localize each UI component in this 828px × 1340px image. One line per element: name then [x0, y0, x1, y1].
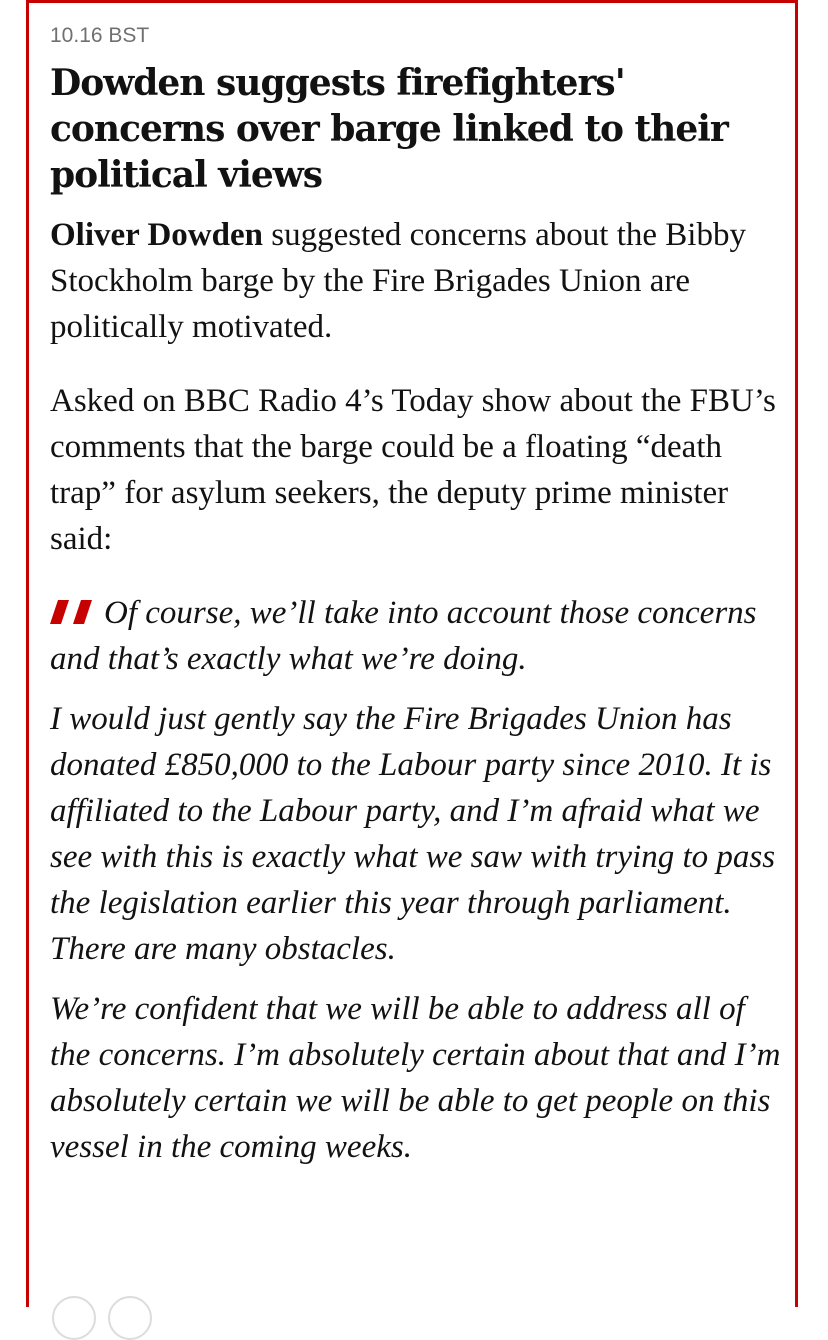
blockquote — [50, 590, 785, 1170]
quote-paragraph — [50, 590, 785, 682]
post-paragraph: Asked on BBC Radio 4’s Today show about the FBU’s comments that the barge could be a floating “death trap” for asylum seekers, the deputy prime minister said: — [50, 383, 776, 557]
person-name[interactable]: Oliver Dowden — [50, 217, 263, 253]
post-timestamp[interactable]: 10.16 BST — [50, 24, 150, 47]
live-blog-post — [50, 22, 785, 1184]
intro-text: suggested concerns about the Bibby Stockholm barge by the Fire Brigades Union are politically motivated. — [50, 217, 746, 345]
quote-mark-icon — [50, 600, 94, 624]
quote-text: Of course, we’ll take into account those concerns and that’s exactly what we’re doing. — [50, 595, 757, 677]
post-intro-paragraph — [50, 212, 785, 350]
share-twitter-icon[interactable] — [108, 1296, 152, 1340]
quote-paragraph: I would just gently say the Fire Brigades Union has donated £850,000 to the Labour party since 2010. It is affiliated to the Labour party, and I’m afraid what we see with this is exactly what we saw with trying to pass the legislation earlier this year through parliament. There are many obstacles. — [50, 701, 776, 967]
share-facebook-icon[interactable] — [52, 1296, 96, 1340]
share-buttons — [52, 1296, 152, 1340]
quote-paragraph: We’re confident that we will be able to address all of the concerns. I’m absolutely certain about that and I’m absolutely certain we will be able to get people on this vessel in the coming weeks. — [50, 991, 781, 1165]
post-headline: Dowden suggests firefighters' concerns over barge linked to their political views — [50, 62, 728, 196]
